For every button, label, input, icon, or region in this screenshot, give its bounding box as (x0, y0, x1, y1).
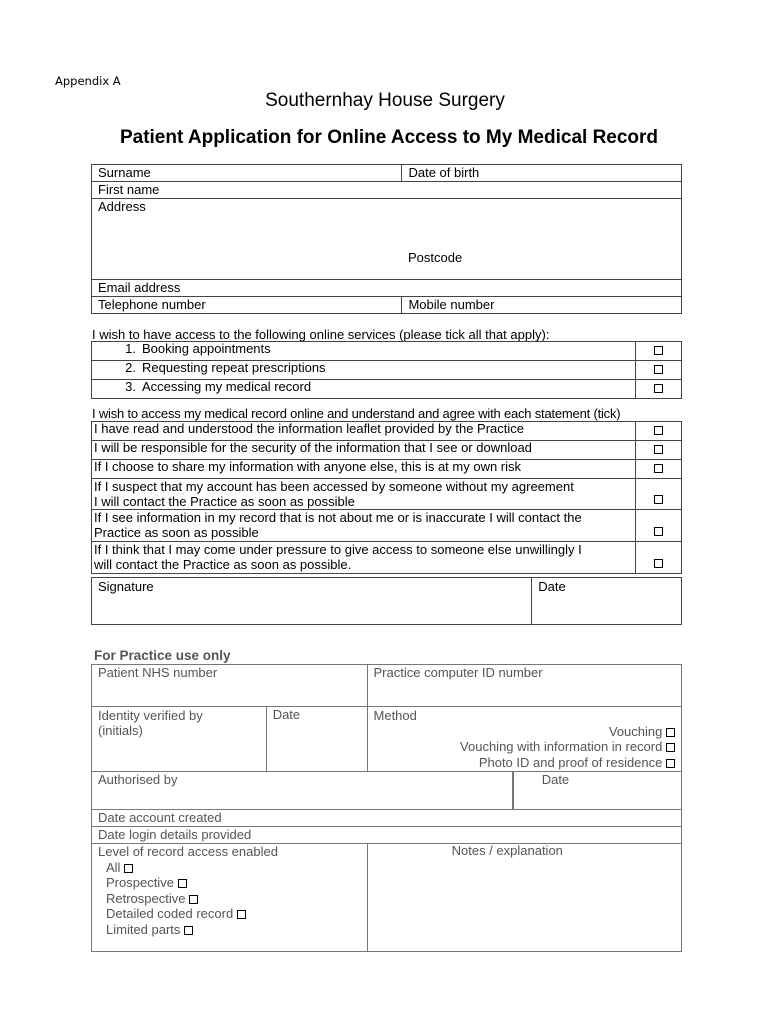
method-label: Method (373, 708, 417, 723)
postcode-label: Postcode (407, 250, 463, 265)
service-label: Requesting repeat prescriptions (142, 360, 326, 375)
checkbox-icon (654, 426, 663, 435)
verified-date-label: Date (272, 707, 301, 722)
login-provided-label: Date login details provided (98, 827, 252, 842)
notes-field[interactable] (367, 844, 681, 952)
surname-label: Surname (98, 165, 151, 180)
access-option-limited-parts[interactable]: Limited parts (98, 922, 361, 938)
service-checkbox[interactable] (636, 361, 682, 380)
service-label: Booking appointments (142, 341, 271, 356)
checkbox-icon (124, 864, 133, 873)
computer-id-field[interactable] (367, 665, 681, 707)
address-label: Address (98, 199, 146, 214)
signature-date-label: Date (538, 579, 566, 594)
authorised-date-label: Date (541, 772, 570, 787)
practice-use-table (91, 664, 682, 952)
computer-id-label: Practice computer ID number (373, 665, 543, 680)
notes-label: Notes / explanation (451, 843, 563, 858)
identity-verified-field[interactable] (92, 707, 267, 772)
service-checkbox[interactable] (636, 342, 682, 361)
email-label: Email address (98, 280, 181, 295)
method-option-photo-id[interactable]: Photo ID and proof of residence (374, 755, 675, 771)
authorised-date-field[interactable] (513, 772, 682, 810)
method-option-vouching-record[interactable]: Vouching with information in record (374, 739, 675, 755)
checkbox-icon (666, 759, 675, 768)
patient-details-table (91, 164, 682, 314)
verified-date-field[interactable] (266, 707, 367, 772)
service-label: Accessing my medical record (142, 379, 312, 394)
first-name-field[interactable] (92, 182, 682, 199)
signature-label: Signature (98, 579, 154, 594)
checkbox-icon (654, 384, 663, 393)
statements-intro: I wish to access my medical record online and understand and agree with each statement (tick) (92, 406, 621, 421)
authorised-by-label: Authorised by (98, 772, 178, 787)
mobile-field[interactable] (402, 297, 682, 314)
checkbox-icon (654, 464, 663, 473)
checkbox-icon (654, 346, 663, 355)
nhs-number-field[interactable] (92, 665, 368, 707)
service-item: 1. Booking appointments (92, 342, 636, 361)
statements-table (91, 421, 682, 574)
account-created-label: Date account created (98, 810, 222, 825)
nhs-number-label: Patient NHS number (98, 665, 218, 680)
account-created-field[interactable] (92, 810, 682, 827)
checkbox-icon (666, 743, 675, 752)
method-field (367, 707, 681, 772)
dob-field[interactable] (402, 165, 682, 182)
page-title: Patient Application for Online Access to My Medical Record (119, 127, 659, 148)
surgery-name: Southernhay House Surgery (265, 90, 505, 111)
statement-text: If I choose to share my information with anyone else, this is at my own risk (92, 460, 636, 479)
statement-checkbox[interactable] (636, 479, 682, 510)
checkbox-icon (189, 895, 198, 904)
surname-field[interactable] (92, 165, 402, 182)
checkbox-icon (654, 495, 663, 504)
telephone-label: Telephone number (98, 297, 206, 312)
email-field[interactable] (92, 280, 682, 297)
services-intro: I wish to have access to the following online services (please tick all that apply): (92, 327, 550, 342)
identity-verified-label: Identity verified by (98, 708, 203, 723)
authorised-by-field[interactable] (92, 772, 513, 810)
statement-text: If I see information in my record that is not about me or is inaccurate I will contact the Practice as soon as possible (92, 510, 636, 542)
access-level-label: Level of record access enabled (98, 844, 278, 859)
appendix-label: Appendix A (55, 74, 121, 88)
signature-date-field[interactable] (532, 578, 682, 625)
first-name-label: First name (98, 182, 160, 197)
checkbox-icon (654, 365, 663, 374)
practice-section-title: For Practice use only (94, 648, 231, 663)
service-checkbox[interactable] (636, 380, 682, 399)
login-provided-field[interactable] (92, 827, 682, 844)
services-table (91, 341, 682, 399)
access-level-field (92, 844, 368, 952)
statement-text: I will be responsible for the security of the information that I see or download (92, 441, 636, 460)
signature-table (91, 577, 682, 625)
initials-label: (initials) (98, 723, 143, 738)
mobile-label: Mobile number (408, 297, 495, 312)
statement-checkbox[interactable] (636, 441, 682, 460)
signature-field[interactable] (92, 578, 532, 625)
access-option-prospective[interactable]: Prospective (98, 875, 361, 891)
checkbox-icon (184, 926, 193, 935)
statement-text: I have read and understood the information leaflet provided by the Practice (92, 422, 636, 441)
service-item: 3. Accessing my medical record (92, 380, 636, 399)
access-option-retrospective[interactable]: Retrospective (98, 891, 361, 907)
telephone-field[interactable] (92, 297, 402, 314)
access-option-detailed-coded[interactable]: Detailed coded record (98, 906, 361, 922)
statement-checkbox[interactable] (636, 422, 682, 441)
access-option-all[interactable]: All (98, 860, 361, 876)
statement-text: If I think that I may come under pressure to give access to someone else unwillingly I will contact the Practice as soon as possible. (92, 542, 636, 574)
statement-checkbox[interactable] (636, 510, 682, 542)
statement-checkbox[interactable] (636, 460, 682, 479)
checkbox-icon (654, 527, 663, 536)
checkbox-icon (666, 728, 675, 737)
method-option-vouching[interactable]: Vouching (374, 724, 675, 740)
service-item: 2. Requesting repeat prescriptions (92, 361, 636, 380)
postcode-field[interactable] (402, 199, 682, 280)
checkbox-icon (654, 559, 663, 568)
dob-label: Date of birth (408, 165, 480, 180)
statement-checkbox[interactable] (636, 542, 682, 574)
address-field[interactable] (92, 199, 402, 280)
checkbox-icon (178, 879, 187, 888)
checkbox-icon (237, 910, 246, 919)
checkbox-icon (654, 445, 663, 454)
statement-text: If I suspect that my account has been accessed by someone without my agreement I will contact the Practice as soon as possible (92, 479, 636, 510)
